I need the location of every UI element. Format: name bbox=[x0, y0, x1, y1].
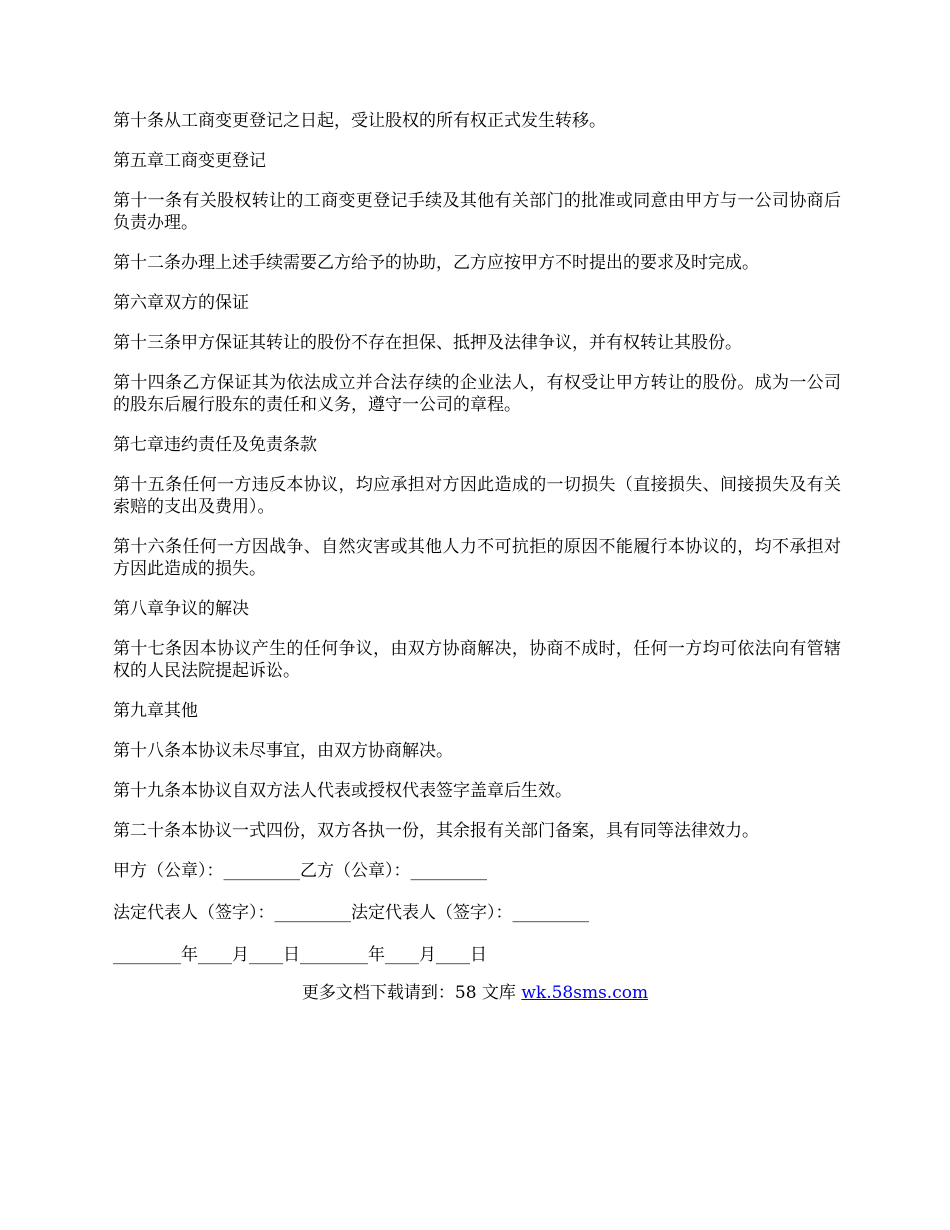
chapter-8-heading: 第八章争议的解决 bbox=[113, 599, 249, 619]
clause-15: 第十五条任何一方违反本协议，均应承担对方因此造成的一切损失（直接损失、间接损失及有关索赔的支出及费用）。 bbox=[113, 475, 841, 517]
clause-20: 第二十条本协议一式四份，双方各执一份，其余报有关部门备案，具有同等法律效力。 bbox=[113, 821, 759, 841]
chapter-7-heading: 第七章违约责任及免责条款 bbox=[113, 435, 317, 455]
footer bbox=[0, 982, 950, 1004]
clause-12: 第十二条办理上述手续需要乙方给予的协助，乙方应按甲方不时提出的要求及时完成。 bbox=[113, 253, 759, 273]
footer-text: 更多文档下载请到：58 文库 bbox=[301, 983, 522, 1003]
clause-16: 第十六条任何一方因战争、自然灾害或其他人力不可抗拒的原因不能履行本协议的，均不承担对方因此造成的损失。 bbox=[113, 537, 841, 579]
chapter-9-heading: 第九章其他 bbox=[113, 701, 198, 721]
document-body bbox=[113, 110, 841, 986]
clause-11: 第十一条有关股权转让的工商变更登记手续及其他有关部门的批准或同意由甲方与一公司协商后负责办理。 bbox=[113, 191, 841, 233]
seal-line: 甲方（公章）：_________乙方（公章）：_________ bbox=[113, 861, 487, 881]
clause-10: 第十条从工商变更登记之日起，受让股权的所有权正式发生转移。 bbox=[113, 111, 606, 131]
clause-14: 第十四条乙方保证其为依法成立并合法存续的企业法人，有权受让甲方转让的股份。成为一公司的股东后履行股东的责任和义务，遵守一公司的章程。 bbox=[113, 373, 841, 415]
footer-link[interactable]: wk.58sms.com bbox=[521, 983, 649, 1003]
clause-13: 第十三条甲方保证其转让的股份不存在担保、抵押及法律争议，并有权转让其股份。 bbox=[113, 333, 742, 353]
chapter-5-heading: 第五章工商变更登记 bbox=[113, 151, 266, 171]
chapter-6-heading: 第六章双方的保证 bbox=[113, 293, 249, 313]
clause-19: 第十九条本协议自双方法人代表或授权代表签字盖章后生效。 bbox=[113, 781, 572, 801]
clause-17: 第十七条因本协议产生的任何争议，由双方协商解决，协商不成时，任何一方均可依法向有管辖权的人民法院提起诉讼。 bbox=[113, 639, 841, 681]
date-line: ________年____月____日________年____月____日 bbox=[113, 945, 487, 965]
clause-18: 第十八条本协议未尽事宜，由双方协商解决。 bbox=[113, 741, 453, 761]
representative-signature-line: 法定代表人（签字）：_________法定代表人（签字）：_________ bbox=[113, 903, 589, 923]
